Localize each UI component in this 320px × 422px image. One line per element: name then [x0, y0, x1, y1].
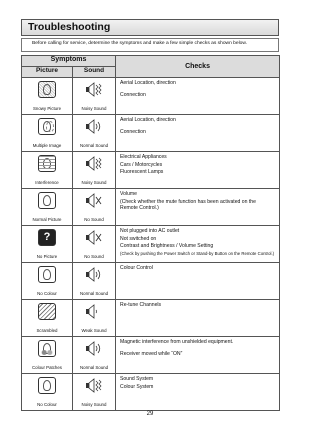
check-item: Colour System — [120, 383, 154, 390]
check-item: Cars / Motorcycles — [120, 161, 163, 168]
checks-cell — [116, 263, 280, 300]
picture-label: No Colour — [37, 291, 57, 296]
no-colour-tv-icon — [38, 377, 56, 394]
sound-label: Noisy Sound — [81, 106, 107, 111]
picture-cell — [22, 152, 73, 189]
check-item: Magnetic interference from unshielded equipment. — [120, 339, 234, 345]
check-item: Not switched on — [120, 235, 157, 242]
sound-cell — [73, 189, 116, 226]
page-number: 29 — [146, 411, 154, 417]
check-note: (Check by pushing the Power Switch or Stand-by Button on the Remote Control.) — [120, 250, 275, 256]
weak-speaker-icon — [85, 303, 103, 320]
sound-cell — [73, 300, 116, 337]
picture-label: No Picture — [36, 254, 58, 259]
intro-text: Before calling for service, determine the symptoms and make a few simple checks as shown below. — [32, 41, 248, 46]
speaker-normal-icon — [85, 266, 103, 283]
noisy-speaker-icon — [85, 155, 103, 172]
sound-label: No Sound — [84, 254, 104, 259]
picture-label: Normal Picture — [32, 217, 62, 222]
picture-cell — [22, 263, 73, 300]
check-item: (Check whether the mute function has been activated on the Remote Control.) — [120, 198, 256, 212]
check-item: Colour Control — [120, 265, 153, 271]
sound-label: Normal Sound — [79, 365, 109, 370]
check-item: Aerial Location, direction — [120, 80, 176, 86]
table-row — [22, 374, 280, 411]
sound-cell — [73, 226, 116, 263]
sound-cell — [73, 374, 116, 411]
check-item: Connection — [120, 91, 146, 98]
sound-cell — [73, 78, 116, 115]
picture-cell — [22, 337, 73, 374]
table-row — [22, 337, 280, 374]
table-row — [22, 226, 280, 263]
picture-label: No Colour — [37, 402, 57, 407]
speaker-normal-icon — [85, 340, 103, 357]
check-item: Connection — [120, 128, 146, 135]
sound-cell — [73, 337, 116, 374]
ghost-image-tv-icon — [38, 118, 56, 135]
sound-label: Normal Sound — [79, 143, 109, 148]
check-item: Sound System — [120, 376, 154, 382]
sound-label: No Sound — [84, 217, 104, 222]
sound-label: Normal Sound — [79, 291, 109, 296]
no-colour-tv-icon — [38, 266, 56, 283]
table-row — [22, 300, 280, 337]
muted-speaker-icon — [85, 192, 103, 209]
picture-label: Colour Patches — [31, 365, 63, 370]
table-row — [22, 152, 280, 189]
title-bar — [21, 19, 279, 36]
sound-cell — [73, 263, 116, 300]
checks-cell — [116, 152, 280, 189]
check-item: Receiver moved while “ON” — [120, 350, 183, 357]
snowy-tv-icon — [38, 81, 56, 98]
checks-cell — [116, 300, 280, 337]
check-item: Re-tune Channels — [120, 302, 162, 308]
noisy-speaker-icon — [85, 81, 103, 98]
table-row — [22, 263, 280, 300]
checks-cell — [116, 115, 280, 152]
check-item: Contrast and Brightness / Volume Setting — [120, 243, 214, 250]
picture-cell — [22, 226, 73, 263]
no-picture-tv-icon: ? — [38, 229, 56, 246]
intro-box — [21, 38, 279, 52]
picture-label: Multiple Image — [32, 143, 62, 148]
picture-cell — [22, 374, 73, 411]
colour-patches-tv-icon — [38, 340, 56, 357]
sound-label: Weak Sound — [81, 328, 107, 333]
interference-tv-icon — [38, 155, 56, 172]
scrambled-tv-icon — [38, 303, 56, 320]
normal-picture-tv-icon — [38, 192, 56, 209]
picture-label: Scrambled — [36, 328, 58, 333]
checks-cell — [116, 374, 280, 411]
picture-header: Picture — [22, 67, 73, 78]
sound-cell — [73, 115, 116, 152]
picture-label: Interference — [35, 180, 59, 185]
page-title: Troubleshooting — [28, 21, 111, 33]
picture-label: Snowy Picture — [32, 106, 62, 111]
checks-cell — [116, 78, 280, 115]
picture-cell — [22, 300, 73, 337]
check-item: Fluorescent Lamps — [120, 169, 164, 176]
noisy-speaker-icon — [85, 377, 103, 394]
symptoms-header: Symptoms — [22, 56, 116, 67]
check-item: Volume — [120, 191, 138, 197]
check-item: Aerial Location, direction — [120, 117, 176, 123]
check-item: Electrical Appliances — [120, 154, 167, 160]
table-row — [22, 78, 280, 115]
picture-cell — [22, 189, 73, 226]
speaker-normal-icon — [85, 118, 103, 135]
picture-cell — [22, 115, 73, 152]
picture-cell — [22, 78, 73, 115]
checks-header: Checks — [116, 56, 280, 78]
table-row — [22, 189, 280, 226]
troubleshooting-table — [21, 55, 280, 411]
table-row — [22, 115, 280, 152]
sound-label: Noisy Sound — [81, 180, 107, 185]
sound-cell — [73, 152, 116, 189]
check-item: Not plugged into AC outlet — [120, 228, 180, 234]
checks-cell — [116, 189, 280, 226]
muted-speaker-icon — [85, 229, 103, 246]
sound-label: Noisy Sound — [81, 402, 107, 407]
checks-cell — [116, 337, 280, 374]
checks-cell — [116, 226, 280, 263]
sound-header: Sound — [73, 67, 116, 78]
